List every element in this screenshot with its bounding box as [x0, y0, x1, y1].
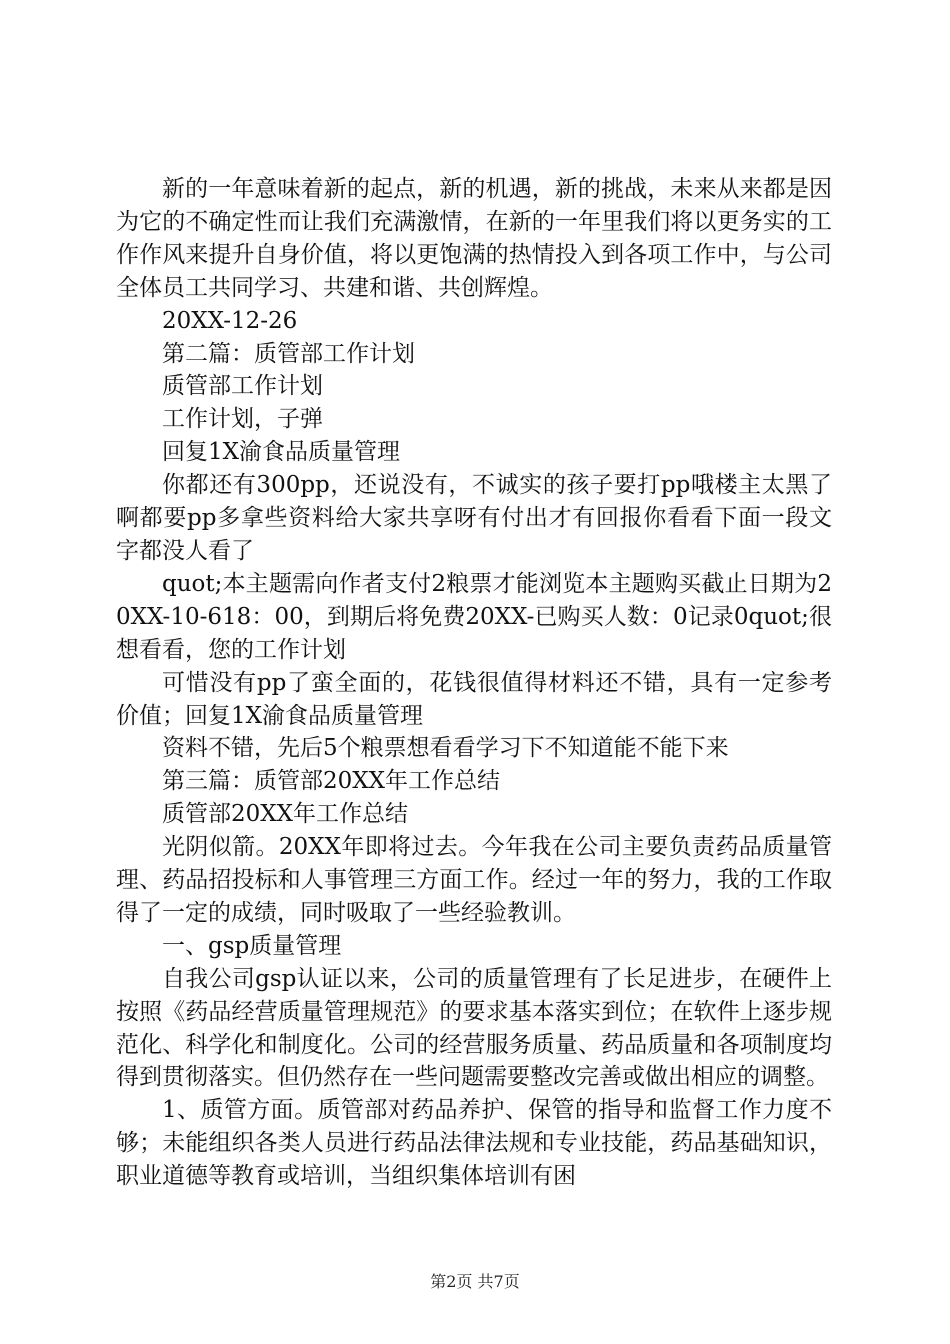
paragraph-forum-2: quot;本主题需向作者支付2粮票才能浏览本主题购买截止日期为20XX-10-618：00，到期后将免费20XX-已购买人数：0记录0quot;很想看看，您的工作计划	[116, 570, 832, 663]
paragraph-quality-control: 1、质管方面。质管部对药品养护、保管的指导和监督工作力度不够；未能组织各类人员进行药品法律法规和专业技能，药品基础知识，职业道德等教育或培训，当组织集体培训有困	[116, 1097, 832, 1190]
section-heading-2: 第二篇：质管部工作计划	[162, 340, 415, 367]
section-heading-3: 第三篇：质管部20XX年工作总结	[162, 768, 501, 795]
paragraph-plan-keywords: 工作计划，子弹	[162, 406, 323, 433]
paragraph-forum-3: 可惜没有pp了蛮全面的，花钱很值得材料还不错，具有一定参考价值；回复1X渝食品质量管理	[116, 669, 832, 729]
paragraph-closing: 新的一年意味着新的起点，新的机遇，新的挑战，未来从来都是因为它的不确定性而让我们充满激情，在新的一年里我们将以更务实的工作作风来提升自身价值，将以更饱满的热情投入到各项工作中，与公司全体员工共同学习、共建和谐、共创辉煌。	[116, 176, 832, 301]
paragraph-forum-1: 你都还有300pp，还说没有，不诚实的孩子要打pp哦楼主太黑了啊都要pp多拿些资料给大家共享呀有付出才有回报你看看下面一段文字都没人看了	[116, 472, 832, 564]
paragraph-forum-4: 资料不错，先后5个粮票想看看学习下不知道能不能下来	[162, 735, 729, 762]
paragraph-summary-intro: 光阴似箭。20XX年即将过去。今年我在公司主要负责药品质量管理、药品招投标和人事管理三方面工作。经过一年的努力，我的工作取得了一定的成绩，同时吸取了一些经验教训。	[116, 834, 832, 926]
subheading-summary: 质管部20XX年工作总结	[162, 801, 409, 828]
page-footer: 第2页 共7页	[430, 1272, 520, 1291]
paragraph-gsp-heading: 一、gsp质量管理	[162, 932, 342, 959]
document-body	[116, 173, 832, 1193]
paragraph-gsp-body: 自我公司gsp认证以来，公司的质量管理有了长足进步，在硬件上按照《药品经营质量管理规范》的要求基本落实到位；在软件上逐步规范化、科学化和制度化。公司的经营服务质量、药品质量和各项制度均得到贯彻落实。但仍然存在一些问题需要整改完善或做出相应的调整。	[116, 965, 832, 1091]
paragraph-reply-1: 回复1X渝食品质量管理	[162, 439, 401, 466]
subheading-plan: 质管部工作计划	[162, 373, 323, 400]
paragraph-date: 20XX-12-26	[162, 307, 298, 334]
